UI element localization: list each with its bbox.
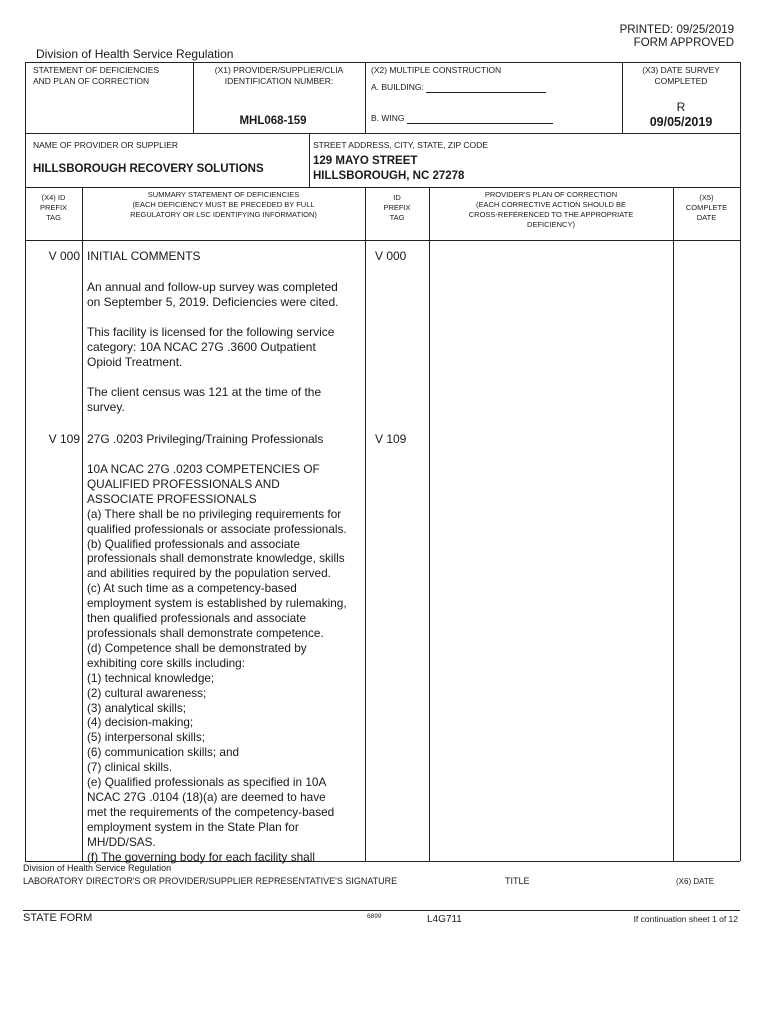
x4-tag-v000: V 000 — [48, 249, 80, 263]
statement-label: STATEMENT OF DEFICIENCIES AND PLAN OF CORRECTION — [33, 65, 160, 86]
provider-name-label: NAME OF PROVIDER OR SUPPLIER — [33, 140, 178, 150]
address-label: STREET ADDRESS, CITY, STATE, ZIP CODE — [313, 140, 488, 150]
plan-header: PROVIDER'S PLAN OF CORRECTION (EACH CORRECTIVE ACTION SHOULD BE CROSS-REFERENCED TO THE APPROPRIATE DEFICIENCY) — [468, 190, 634, 229]
x3-label: (X3) DATE SURVEY COMPLETED — [642, 65, 720, 86]
provider-id-number: MHL068-159 — [239, 115, 307, 127]
agency-title: Division of Health Service Regulation — [36, 47, 234, 61]
survey-completed-date: 09/05/2019 — [649, 115, 713, 129]
summary-header: SUMMARY STATEMENT OF DEFICIENCIES (EACH DEFICIENCY MUST BE PRECEDED BY FULL REGULATORY OR LSC IDENTIFYING INFORMATION) — [130, 190, 317, 219]
footer-rule — [23, 910, 740, 911]
wing-field — [371, 113, 553, 124]
census-paragraph: The client census was 121 at the time of the survey. — [87, 385, 322, 414]
continuation-sheet: If continuation sheet 1 of 12 — [633, 914, 738, 924]
event-id: L4G711 — [427, 914, 462, 925]
privileging-heading: 27G .0203 Privileging/Training Professionals — [87, 432, 324, 446]
id-tag-v000: V 000 — [375, 249, 407, 263]
building-field — [371, 82, 546, 93]
state-form-label: STATE FORM — [23, 912, 93, 924]
address-line1: 129 MAYO STREET — [313, 155, 418, 167]
survey-code: R — [676, 100, 686, 114]
printed-date: PRINTED: 09/25/2019 — [619, 24, 734, 36]
x5-header: (X5) COMPLETE DATE — [685, 193, 728, 222]
wing-label: B. WING — [371, 113, 405, 123]
building-line — [426, 83, 546, 93]
x1-label: (X1) PROVIDER/SUPPLIER/CLIA IDENTIFICATION NUMBER: — [214, 65, 344, 86]
form-approved: FORM APPROVED — [633, 37, 734, 49]
footer-agency: Division of Health Service Regulation — [23, 863, 172, 873]
licensing-paragraph: This facility is licensed for the following service category: 10A NCAC 27G .3600 Outpatient Opioid Treatment. — [87, 325, 335, 369]
building-label: A. BUILDING: — [371, 82, 424, 92]
x4-tag-v109: V 109 — [48, 432, 80, 446]
id-tag-v109: V 109 — [375, 432, 407, 446]
address-line2: HILLSBOROUGH, NC 27278 — [313, 170, 465, 182]
provider-name: HILLSBOROUGH RECOVERY SOLUTIONS — [33, 163, 264, 175]
initial-comments-heading: INITIAL COMMENTS — [87, 249, 201, 263]
title-label: TITLE — [505, 876, 530, 886]
form-number: 6899 — [367, 913, 382, 920]
wing-line — [407, 114, 553, 124]
signature-label: LABORATORY DIRECTOR'S OR PROVIDER/SUPPLIER REPRESENTATIVE'S SIGNATURE — [23, 876, 398, 886]
x2-label: (X2) MULTIPLE CONSTRUCTION — [371, 65, 502, 75]
date-label: (X6) DATE — [676, 877, 715, 886]
id-header: ID PREFIX TAG — [383, 193, 411, 222]
survey-paragraph: An annual and follow-up survey was completed on September 5, 2019. Deficiencies were cited. — [87, 280, 339, 309]
x4-header: (X4) ID PREFIX TAG — [39, 193, 68, 222]
regulation-text: 10A NCAC 27G .0203 COMPETENCIES OF QUALIFIED PROFESSIONALS AND ASSOCIATE PROFESSIONALS (a) There shall be no privileging requirements for qualified professionals or associate professionals. (b) Qualified professionals and associate professionals shall demonstrate knowledge, skills and abilities required by the population served. (c) At such time as a competency-based employment system is established by rulemaking, then qualified professionals and associate professionals shall demonstrate competence. (d) Competence shall be demonstrated by exhibiting core skills including: (1) technical knowledge; (2) cultural awareness; (3) analytical skills; (4) decision-making; (5) interpersonal skills; (6) communication skills; and (7) clinical skills. (e) Qualified professionals as specified in 10A NCAC 27G .0104 (18)(a) are deemed to have met the requirements of the competency-based employment system in the State Plan for MH/DD/SAS. (f) The governing body for each facility shall — [87, 462, 347, 864]
